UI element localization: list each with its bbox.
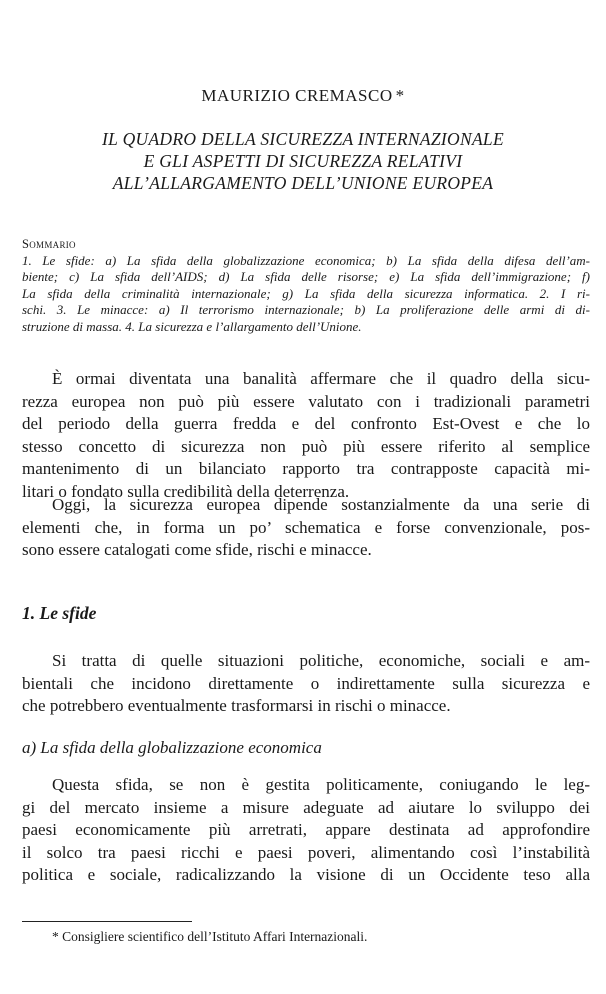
title-line: IL QUADRO DELLA SICUREZZA INTERNAZIONALE <box>102 129 504 149</box>
paragraph-line: Questa sfida, se non è gestita politicamente, coniugando le leg- <box>52 775 590 794</box>
summary-block <box>22 236 590 336</box>
subsection-heading: a) La sfida della globalizzazione economica <box>22 738 322 757</box>
author-footnote-mark: * <box>395 86 405 105</box>
paragraph-line: È ormai diventata una banalità affermare che il quadro della sicu- <box>52 369 590 388</box>
paragraph-line: del periodo della guerra fredda e del confronto Est-Ovest e che lo <box>22 414 590 433</box>
summary-line: La sfida della criminalità internazionale; g) La sfida della sicurezza informatica. 2. I ri- <box>22 285 590 301</box>
paragraph-sfide <box>22 650 590 718</box>
paragraph-line: stesso concetto di sicurezza non può più essere riferito al semplice <box>22 436 590 456</box>
footnote: * Consigliere scientifico dell’Istituto Affari Internazionali. <box>52 929 368 944</box>
paragraph-line: il solco tra paesi ricchi e paesi poveri, alimentando così l’instabilità <box>22 842 590 862</box>
paragraph-line: sono essere catalogati come sfide, rischi e minacce. <box>22 540 372 559</box>
paragraph-line: rezza europea non può più essere valutato con i tradizionali parametri <box>22 391 590 411</box>
title-line: E GLI ASPETTI DI SICUREZZA RELATIVI <box>143 151 463 171</box>
paragraph-globalizzazione <box>22 774 590 887</box>
paragraph-line: Oggi, la sicurezza europea dipende sostanzialmente da una serie di <box>52 495 590 514</box>
article-title <box>40 128 566 194</box>
paragraph-line: politica e sociale, radicalizzando la visione di un Occidente teso alla <box>22 865 590 884</box>
summary-heading: Sommario <box>22 237 76 251</box>
paragraph-line: litari o fondato sulla credibilità della deterrenza. <box>22 481 350 501</box>
summary-line: schi. 3. Le minacce: a) Il terrorismo internazionale; b) La proliferazione delle armi di di- <box>22 302 590 318</box>
paragraph-intro <box>22 368 590 503</box>
paragraph-line: gi del mercato insieme a misure adeguate ad aiutare lo sviluppo dei <box>22 797 590 817</box>
paragraph-line: bientali che incidono direttamente o indirettamente sulla sicurezza e <box>22 673 590 693</box>
paragraph-line: paesi economicamente più arretrati, appare destinata ad approfondire <box>22 820 590 839</box>
paragraph-oggi <box>22 494 590 562</box>
footnote-divider <box>22 921 192 922</box>
summary-line: 1. Le sfide: a) La sfida della globalizzazione economica; b) La sfida della difesa dell’am- <box>22 252 590 268</box>
summary-line: struzione di massa. 4. La sicurezza e l’allargamento dell’Unione. <box>22 318 362 334</box>
author-name <box>0 86 606 106</box>
paragraph-line: che potrebbero eventualmente trasformarsi in rischi o minacce. <box>22 696 451 715</box>
title-line: ALL’ALLARGAMENTO DELL’UNIONE EUROPEA <box>112 173 494 193</box>
paragraph-line: mantenimento di un bilanciato rapporto tra contrapposte capacità mi- <box>22 459 590 478</box>
summary-line: biente; c) La sfida dell’AIDS; d) La sfida delle risorse; e) La sfida dell’immigrazione; f) <box>22 269 590 285</box>
paragraph-line: elementi che, in forma un po’ schematica e forse convenzionale, pos- <box>22 517 590 537</box>
author-name-text: MAURIZIO CREMASCO <box>201 86 393 105</box>
paragraph-line: Si tratta di quelle situazioni politiche, economiche, sociali e am- <box>52 651 590 670</box>
section-heading: 1. Le sfide <box>22 603 97 623</box>
